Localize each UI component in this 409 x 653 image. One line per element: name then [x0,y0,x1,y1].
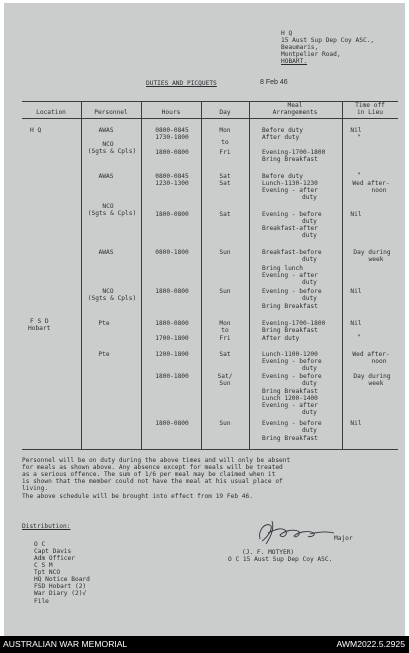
timeoff-cell: Nil [350,288,362,295]
timeoff-cell: " [357,334,361,341]
list-item: Tpt NCO [34,569,61,576]
archive-footer [0,636,409,653]
meal-cell: Bring Breakfast [262,435,318,442]
meal-cell: duty [302,295,317,302]
hours-cell: 1800-0800 [155,320,189,327]
list-item: Capt Davis [34,548,72,555]
meal-cell: Evening - after [262,402,318,409]
letterhead-line: Beaumaris, [281,44,319,51]
timeoff-cell: Nil [350,420,362,427]
hours-cell: 1800-1800 [155,373,189,380]
meal-cell: duty [302,365,317,372]
meal-cell: duty [302,279,317,286]
personnel-cell: (Sgts & Cpls) [87,148,137,155]
meal-cell: After duty [262,134,300,141]
meal-cell: Evening - before [262,211,322,218]
table-column-rule [141,101,142,449]
timeoff-cell: Wed after- [352,180,390,187]
hours-cell: 1230-1300 [155,180,189,187]
list-item: HQ Notice Board [34,576,90,583]
day-cell: Sat [219,211,231,218]
header-hours: Hours [161,109,181,116]
meal-cell: Evening - after [262,187,318,194]
day-cell: Fri [219,149,231,156]
hours-cell: 1800-0800 [155,211,189,218]
meal-cell: duty [302,218,317,225]
personnel-cell: AWAS [98,173,114,180]
hours-cell: 1730-1800 [155,134,189,141]
meal-cell: duty [302,427,317,434]
document-page [4,3,405,636]
meal-cell: Bring Breakfast [262,327,318,334]
timeoff-cell: Nil [350,127,362,134]
header-personnel: Personnel [94,109,128,116]
hours-cell: 1700-1800 [155,335,189,342]
meal-cell: duty [302,232,317,239]
meal-cell: Lunch 1200-1400 [262,395,318,402]
day-cell: Sat/ [217,373,233,380]
day-cell: Sun [219,380,231,387]
header-day: Day [219,109,231,116]
list-item: C S M [34,562,53,569]
meal-cell: Lunch-1100-1200 [262,351,318,358]
timeoff-cell: Nil [350,211,362,218]
timeoff-cell: Day during [353,249,391,256]
notes-line: living. [22,485,49,492]
location-cell: F S D [30,318,49,325]
day-cell: Sun [219,288,231,295]
personnel-cell: NCO [102,141,114,148]
letterhead-line: Montpelier Road, [281,51,341,58]
day-cell: Mon [219,320,231,327]
header-location: Location [36,109,66,116]
notes-line: for meals as shown above. Any absence except for meals will be treated [22,464,283,471]
header-timeoff: Time off [355,102,385,109]
signatory-rank: Major [334,535,353,542]
day-cell: Sun [219,420,231,427]
list-item: War Diary (2)√ [34,590,87,597]
list-item: FSD Hobart (2) [34,583,87,590]
notes-line: is shown that the member could not have the meal at his usual place of [22,478,283,485]
meal-cell: duty [302,409,317,416]
letterhead-line: 15 Aust Sup Dep Coy ASC., [281,37,375,44]
table-column-rule [201,101,202,449]
signatory-name: (J. F. MOTYER) [242,549,295,556]
list-item: O C [34,541,46,548]
notes-line: The above schedule will be brought into effect from 19 Feb 46. [22,493,253,500]
personnel-cell: (Sgts & Cpls) [87,210,137,217]
list-item: File [34,598,49,605]
meal-cell: Bring Breakfast [262,303,318,310]
hours-cell: 0800-0845 [155,173,189,180]
hours-cell: 1800-0800 [155,149,189,156]
meal-cell: Bring Breakfast [262,156,318,163]
personnel-cell: NCO [102,203,114,210]
meal-cell: Before duty [262,127,303,134]
page-title: DUTIES AND PICQUETS [146,80,217,87]
table-column-rule [249,101,250,449]
meal-cell: Evening - before [262,373,322,380]
day-cell: Sun [219,249,231,256]
meal-cell: Evening - after [262,272,318,279]
personnel-cell: AWAS [98,127,114,134]
meal-cell: Evening - before [262,358,322,365]
list-item: Adm Officer [34,555,75,562]
meal-cell: Evening - before [262,288,322,295]
personnel-cell: Pte [98,320,110,327]
day-cell: Fri [219,335,231,342]
hours-cell: 0800-0845 [155,127,189,134]
meal-cell: Breakfast-before [262,249,322,256]
timeoff-cell: Nil [350,320,362,327]
timeoff-cell: noon [371,358,387,365]
timeoff-cell: week [368,256,384,263]
footer-institution: AUSTRALIAN WAR MEMORIAL [3,639,128,649]
distribution-heading: Distribution: [22,523,71,530]
meal-cell: Bring lunch [262,265,303,272]
meal-cell: Evening - before [262,420,322,427]
hours-cell: 1800-0800 [155,288,189,295]
meal-cell: duty [302,194,317,201]
letterhead-line: H Q [281,30,293,37]
day-cell: Sat [219,351,231,358]
meal-cell: Before duty [262,173,303,180]
table-column-rule [81,101,82,449]
meal-cell: Lunch-1130-1230 [262,180,318,187]
day-cell: to [221,327,229,334]
timeoff-cell: noon [371,187,387,194]
document-date: 8 Feb 46 [260,79,288,86]
meal-cell: duty [302,380,317,387]
personnel-cell: AWAS [98,249,114,256]
footer-reference: AWM2022.5.2925 [336,639,405,649]
timeoff-cell: Wed after- [352,351,390,358]
personnel-cell: Pte [98,351,110,358]
timeoff-cell: Day during [353,373,391,380]
header-timeoff: in Lieu [356,109,384,116]
location-cell: H Q [30,127,42,134]
header-meal: Meal [287,102,303,109]
timeoff-cell: " [357,134,361,141]
table-column-rule [342,101,343,449]
hours-cell: 0800-1800 [155,249,189,256]
meal-cell: Bring Breakfast [262,388,318,395]
day-cell: Sat [219,180,231,187]
meal-cell: duty [302,256,317,263]
day-cell: Sat [219,173,231,180]
meal-cell: Evening-1700-1800 [262,320,326,327]
notes-line: as a serious offence. The sum of 1/6 per meal may be claimed when it [22,471,276,478]
meal-cell: Evening-1700-1800 [262,149,326,156]
day-cell: Mon [219,127,231,134]
meal-cell: After duty [262,335,300,342]
hours-cell: 1200-1800 [155,351,189,358]
table-rule-bottom [22,449,398,450]
handwritten-signature [252,517,342,547]
meal-cell: Breakfast-after [262,225,318,232]
signatory-unit: O C 15 Aust Sup Dep Coy ASC. [228,556,333,563]
header-meal: Arrangements [272,109,318,116]
day-cell: to [221,139,229,146]
notes-line: Personnel will be on duty during the above times and will only be absent [22,457,291,464]
letterhead-line: HOBART. [281,58,308,65]
timeoff-cell: " [357,172,361,179]
personnel-cell: NCO [102,288,114,295]
hours-cell: 1800-0800 [155,420,189,427]
timeoff-cell: week [368,380,384,387]
location-cell: Hobart [28,325,51,332]
personnel-cell: (Sgts & Cpls) [87,295,137,302]
